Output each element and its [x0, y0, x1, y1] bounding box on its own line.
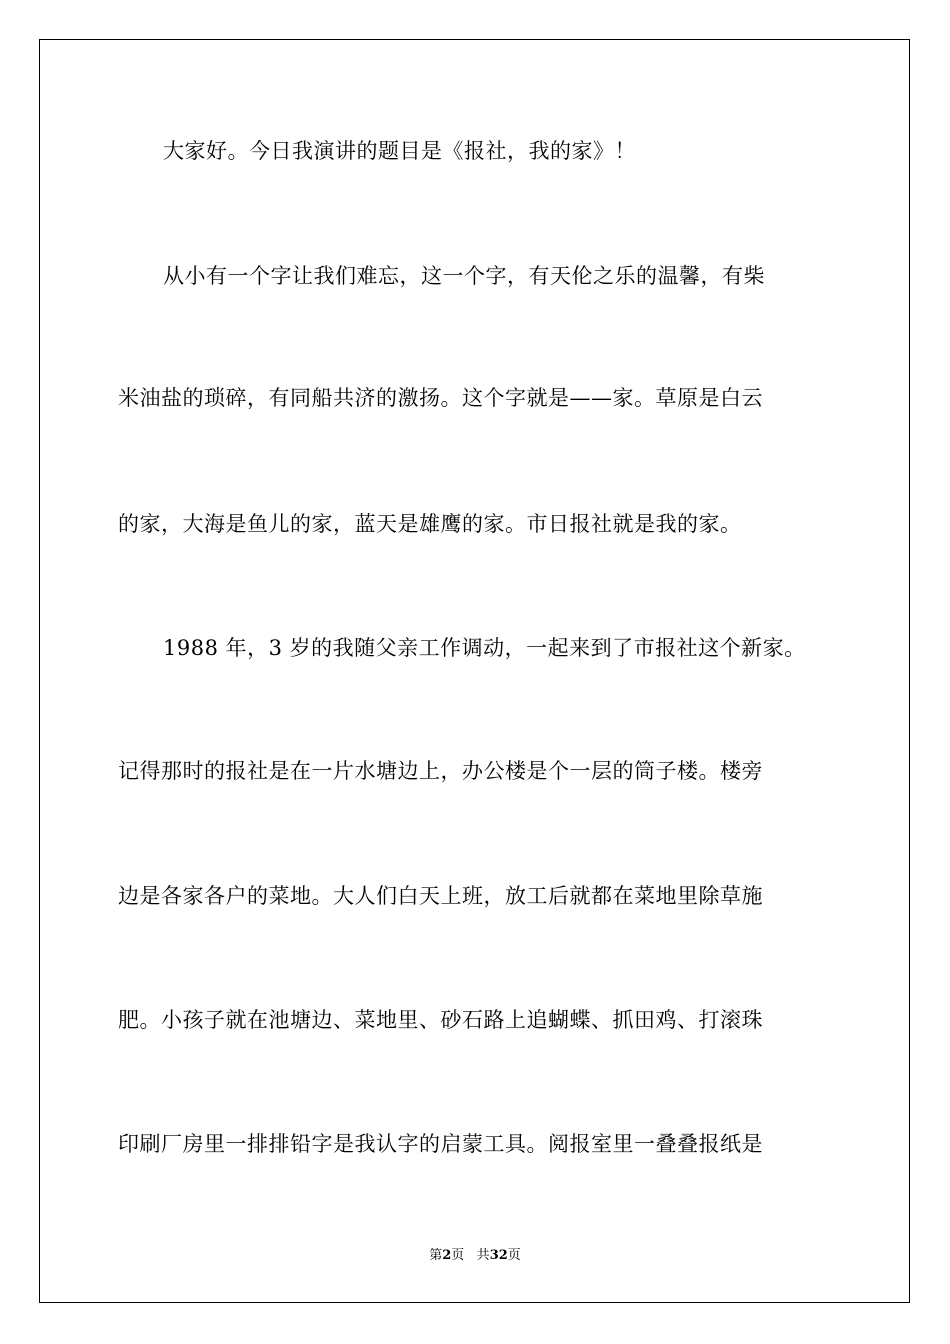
paragraph-line-4: 的家，大海是鱼儿的家，蓝天是雄鹰的家。市日报社就是我的家。 [118, 512, 742, 536]
paragraph-line-1: 大家好。今日我演讲的题目是《报社，我的家》！ [163, 139, 636, 163]
paragraph-line-6: 记得那时的报社是在一片水塘边上，办公楼是个一层的筒子楼。楼旁 [118, 759, 763, 783]
paragraph-line-9: 印刷厂房里一排排铅字是我认字的启蒙工具。阅报室里一叠叠报纸是 [118, 1132, 763, 1156]
page-prefix: 第 [429, 1248, 443, 1263]
total-prefix: 共 [476, 1248, 490, 1263]
total-pages: 32 [489, 1248, 508, 1263]
page-suffix: 页 [451, 1248, 465, 1263]
page-number: 2 [442, 1248, 452, 1263]
total-suffix: 页 [507, 1248, 521, 1263]
paragraph-line-5: 1988 年，3 岁的我随父亲工作调动，一起来到了市报社这个新家。 [163, 636, 806, 660]
page-footer [0, 1247, 950, 1265]
paragraph-line-8: 肥。小孩子就在池塘边、菜地里、砂石路上追蝴蝶、抓田鸡、打滚珠 [118, 1008, 763, 1032]
paragraph-line-7: 边是各家各户的菜地。大人们白天上班，放工后就都在菜地里除草施 [118, 884, 763, 908]
paragraph-line-2: 从小有一个字让我们难忘，这一个字，有天伦之乐的温馨，有柴 [163, 264, 765, 288]
paragraph-line-3: 米油盐的琐碎，有同船共济的激扬。这个字就是——家。草原是白云 [118, 386, 763, 410]
page-border [39, 39, 910, 1303]
